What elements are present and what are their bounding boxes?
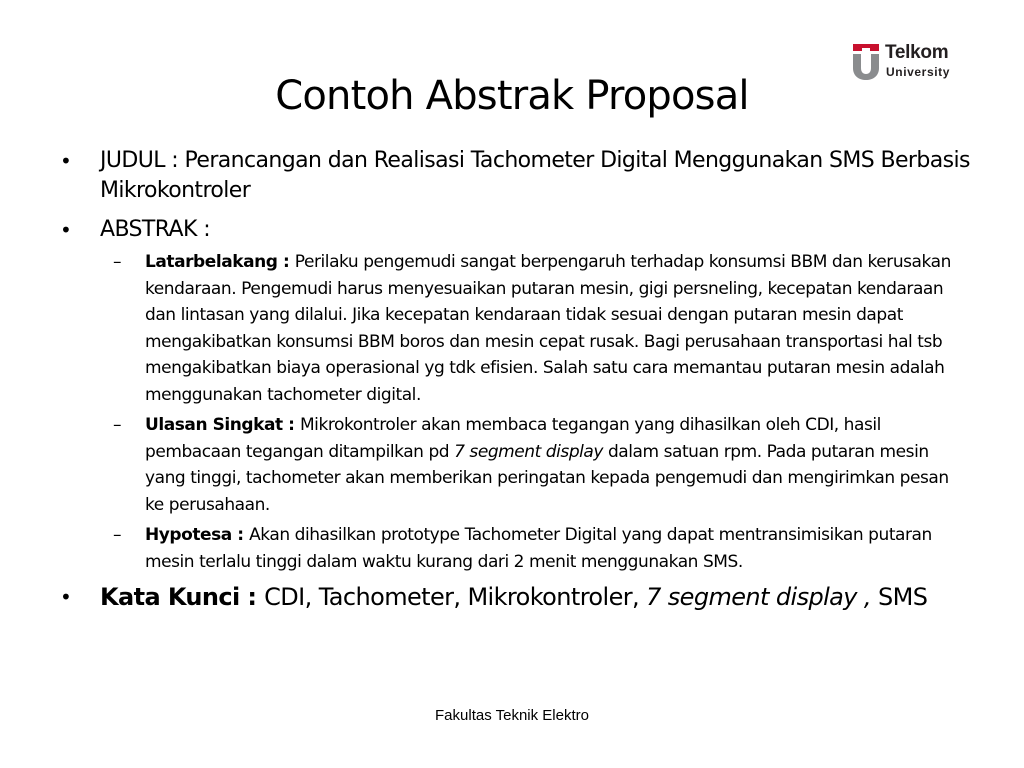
bullet-dot-icon: •: [60, 585, 72, 609]
page-title: Contoh Abstrak Proposal: [275, 73, 749, 119]
ulasan-text-1: Mikrokontroler akan membaca tegangan yang dihasilkan oleh CDI, hasil pembacaan tegangan ditampilkan pd: [145, 415, 881, 462]
judul-label: JUDUL: [100, 148, 165, 173]
judul-separator: :: [164, 148, 185, 173]
judul-text: Perancangan dan Realisasi Tachometer Digital Menggunakan SMS Berbasis Mikrokontroler: [100, 148, 970, 203]
kata-kunci-text-1: CDI, Tachometer, Mikrokontroler,: [264, 583, 647, 611]
ulasan-text-2: dalam satuan rpm. Pada putaran mesin yang tinggi, tachometer akan memberikan peringatan kepada pengemudi dan mengirimkan pesan ke perusahaan.: [145, 441, 949, 515]
ulasan-label: Ulasan Singkat :: [145, 415, 300, 435]
logo-line2: University: [886, 65, 951, 79]
bullet-dot-icon: •: [60, 149, 72, 173]
dash-bullet-icon: –: [113, 415, 122, 435]
dash-bullet-icon: –: [113, 252, 122, 272]
kata-kunci-text-2: SMS: [870, 583, 928, 611]
bullet-dot-icon: •: [60, 218, 72, 242]
sub-bullet-hipotesa: [60, 522, 970, 575]
ulasan-italic: 7 segment display: [454, 441, 604, 462]
footer-text: Fakultas Teknik Elektro: [435, 707, 589, 724]
kata-kunci-label: Kata Kunci :: [100, 583, 265, 611]
dash-bullet-icon: –: [113, 525, 122, 545]
abstrak-label: ABSTRAK :: [100, 217, 211, 242]
sub-bullet-ulasan: [60, 412, 970, 518]
latarbelakang-text: Perilaku pengemudi sangat berpengaruh terhadap konsumsi BBM dan kerusakan kendaraan. Pengemudi harus menyesuaikan putaran mesin, gigi persneling, kecepatan kendaraan dan lintasan yang dilalui. Jika kecepatan kendaraan tidak sesuai dengan putaran mesin dapat mengakibatkan konsumsi BBM boros dan mesin cepat rusak. Bagi perusahaan transportasi hal tsb mengakibatkan biaya operasional yg tdk efisien. Salah satu cara memantau putaran mesin adalah menggunakan tachometer digital.: [145, 252, 951, 405]
bullet-abstrak: [60, 215, 970, 245]
hipotesa-label: Hypotesa :: [145, 525, 250, 545]
bullet-kata-kunci: [60, 581, 970, 613]
kata-kunci-italic: 7 segment display ,: [646, 583, 871, 611]
latarbelakang-label: Latarbelakang :: [145, 252, 295, 272]
slide-content: [60, 146, 970, 613]
logo-line1: Telkom: [885, 42, 949, 63]
sub-bullet-latarbelakang: [60, 249, 970, 408]
hipotesa-text: Akan dihasilkan prototype Tachometer Digital yang dapat mentransimisikan putaran mesin terlalu tinggi dalam waktu kurang dari 2 menit menggunakan SMS.: [145, 525, 932, 572]
bullet-judul: [60, 146, 970, 206]
